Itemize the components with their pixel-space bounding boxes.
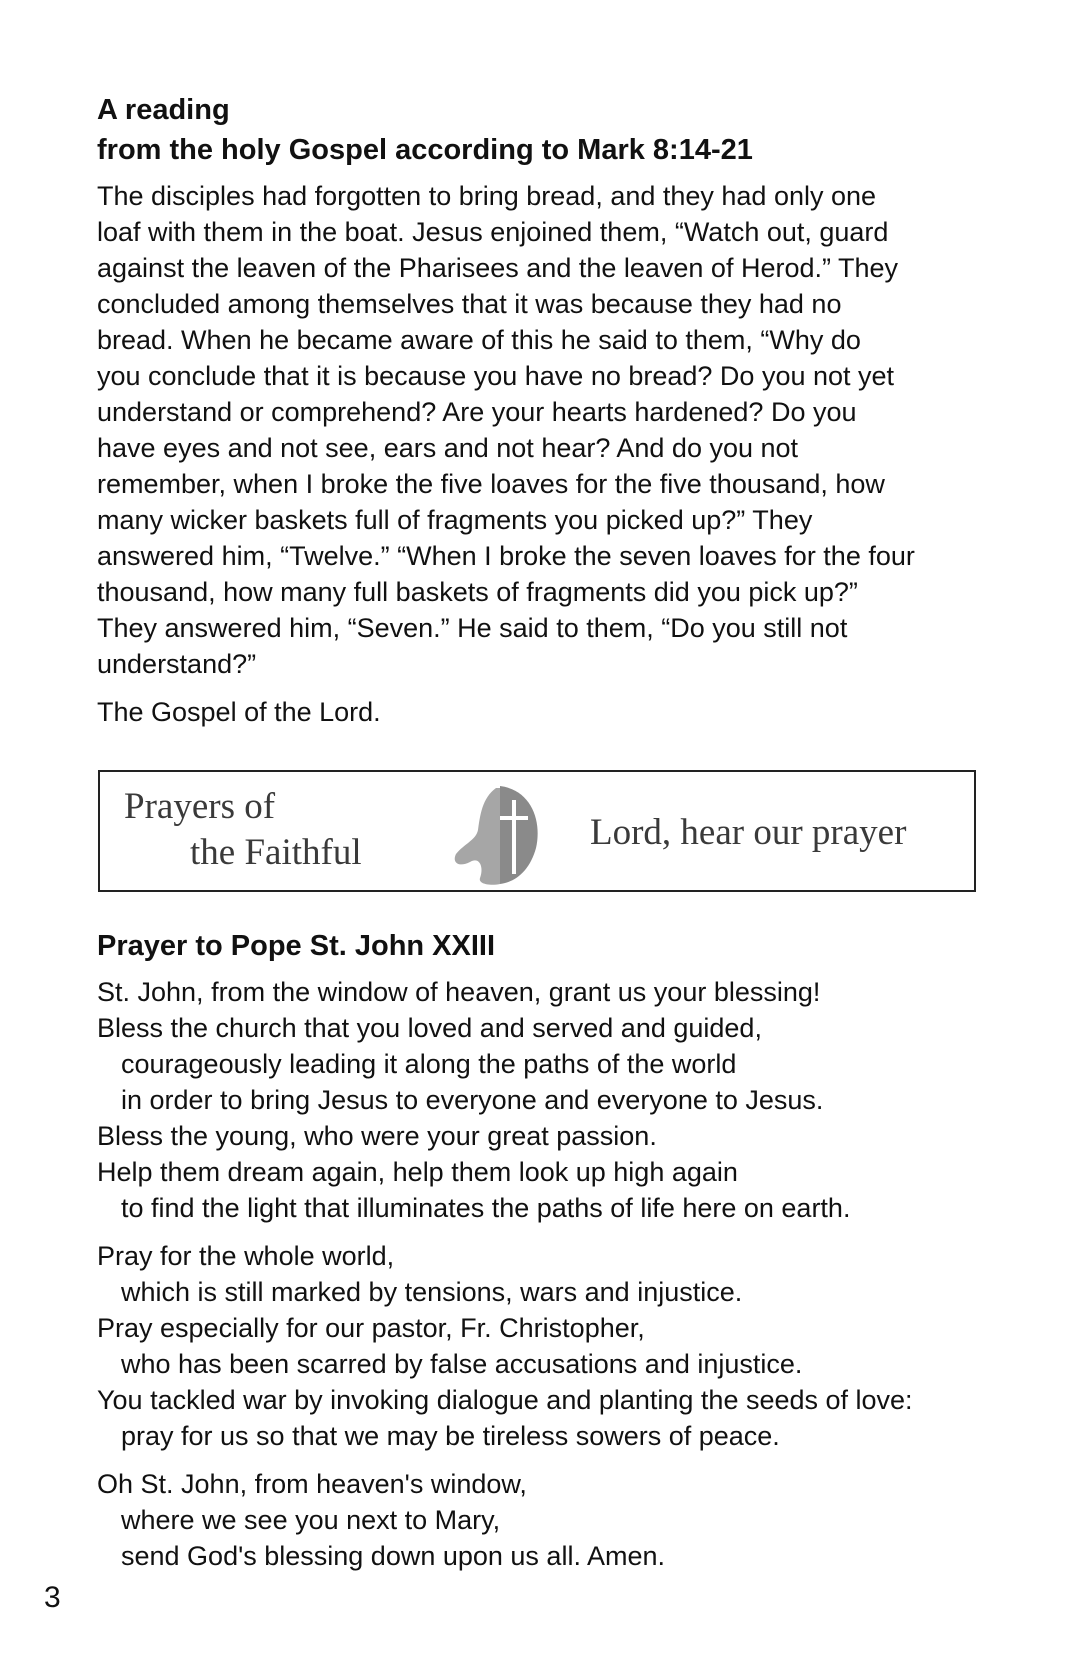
prayer-stanza-3: [97, 1466, 1017, 1574]
reading-line: thousand, how many full baskets of fragments did you pick up?”: [97, 577, 858, 607]
banner-title-line-1: Prayers of: [124, 786, 276, 827]
reading-line: remember, when I broke the five loaves for the five thousand, how: [97, 469, 885, 499]
page-content: [97, 90, 1017, 1574]
banner-title: [124, 784, 362, 876]
prayer-line: You tackled war by invoking dialogue and planting the seeds of love:: [97, 1385, 913, 1415]
prayer-line: who has been scarred by false accusations and injustice.: [121, 1349, 803, 1379]
banner-title-line-2: the Faithful: [190, 832, 362, 873]
reading-line: bread. When he became aware of this he said to them, “Why do: [97, 325, 861, 355]
prayer-line: Bless the young, who were your great passion.: [97, 1121, 657, 1151]
prayer-line: courageously leading it along the paths of the world: [121, 1049, 737, 1079]
reading-line: many wicker baskets full of fragments you picked up?” They: [97, 505, 813, 535]
prayers-of-the-faithful-banner: [98, 770, 976, 892]
prayer-line: pray for us so that we may be tireless sowers of peace.: [121, 1421, 780, 1451]
reading-text: [97, 178, 1017, 682]
prayer-line: Oh St. John, from heaven's window,: [97, 1469, 527, 1499]
prayer-line: where we see you next to Mary,: [121, 1505, 501, 1535]
reading-line: against the leaven of the Pharisees and the leaven of Herod.” They: [97, 253, 899, 283]
reading-heading: [97, 90, 1017, 170]
prayer-section: [97, 926, 1017, 1574]
reading-heading-line-2: from the holy Gospel according to Mark 8:14-21: [97, 134, 753, 166]
prayer-heading: Prayer to Pope St. John XXIII: [97, 930, 496, 962]
reading-line: They answered him, “Seven.” He said to them, “Do you still not: [97, 613, 848, 643]
page-number: 3: [44, 1581, 61, 1614]
prayer-line: Help them dream again, help them look up high again: [97, 1157, 738, 1187]
reading-line: understand?”: [97, 649, 257, 679]
prayer-line: send God's blessing down upon us all. Amen.: [121, 1541, 665, 1571]
banner-response: Lord, hear our prayer: [590, 812, 907, 853]
prayer-line: which is still marked by tensions, wars and injustice.: [121, 1277, 743, 1307]
prayer-line: Pray especially for our pastor, Fr. Christopher,: [97, 1313, 645, 1343]
prayer-line: Bless the church that you loved and served and guided,: [97, 1013, 762, 1043]
reading-line: concluded among themselves that it was because they had no: [97, 289, 842, 319]
reading-line: have eyes and not see, ears and not hear? And do you not: [97, 433, 799, 463]
reading-line: you conclude that it is because you have no bread? Do you not yet: [97, 361, 895, 391]
prayer-stanza-2: [97, 1238, 1017, 1454]
reading-line: loaf with them in the boat. Jesus enjoined them, “Watch out, guard: [97, 217, 889, 247]
prayer-line: St. John, from the window of heaven, grant us your blessing!: [97, 977, 821, 1007]
reading-line: The disciples had forgotten to bring bread, and they had only one: [97, 181, 877, 211]
reading-heading-line-1: A reading: [97, 94, 230, 126]
prayer-line: in order to bring Jesus to everyone and everyone to Jesus.: [121, 1085, 824, 1115]
prayer-stanza-1: [97, 974, 1017, 1226]
reading-line: answered him, “Twelve.” “When I broke the seven loaves for the four: [97, 541, 915, 571]
reading-line: understand or comprehend? Are your hearts hardened? Do you: [97, 397, 857, 427]
praying-figure-cross-icon: [450, 782, 542, 886]
reading-closing: The Gospel of the Lord.: [97, 697, 381, 727]
prayer-line: to find the light that illuminates the paths of life here on earth.: [121, 1193, 851, 1223]
prayer-line: Pray for the whole world,: [97, 1241, 395, 1271]
